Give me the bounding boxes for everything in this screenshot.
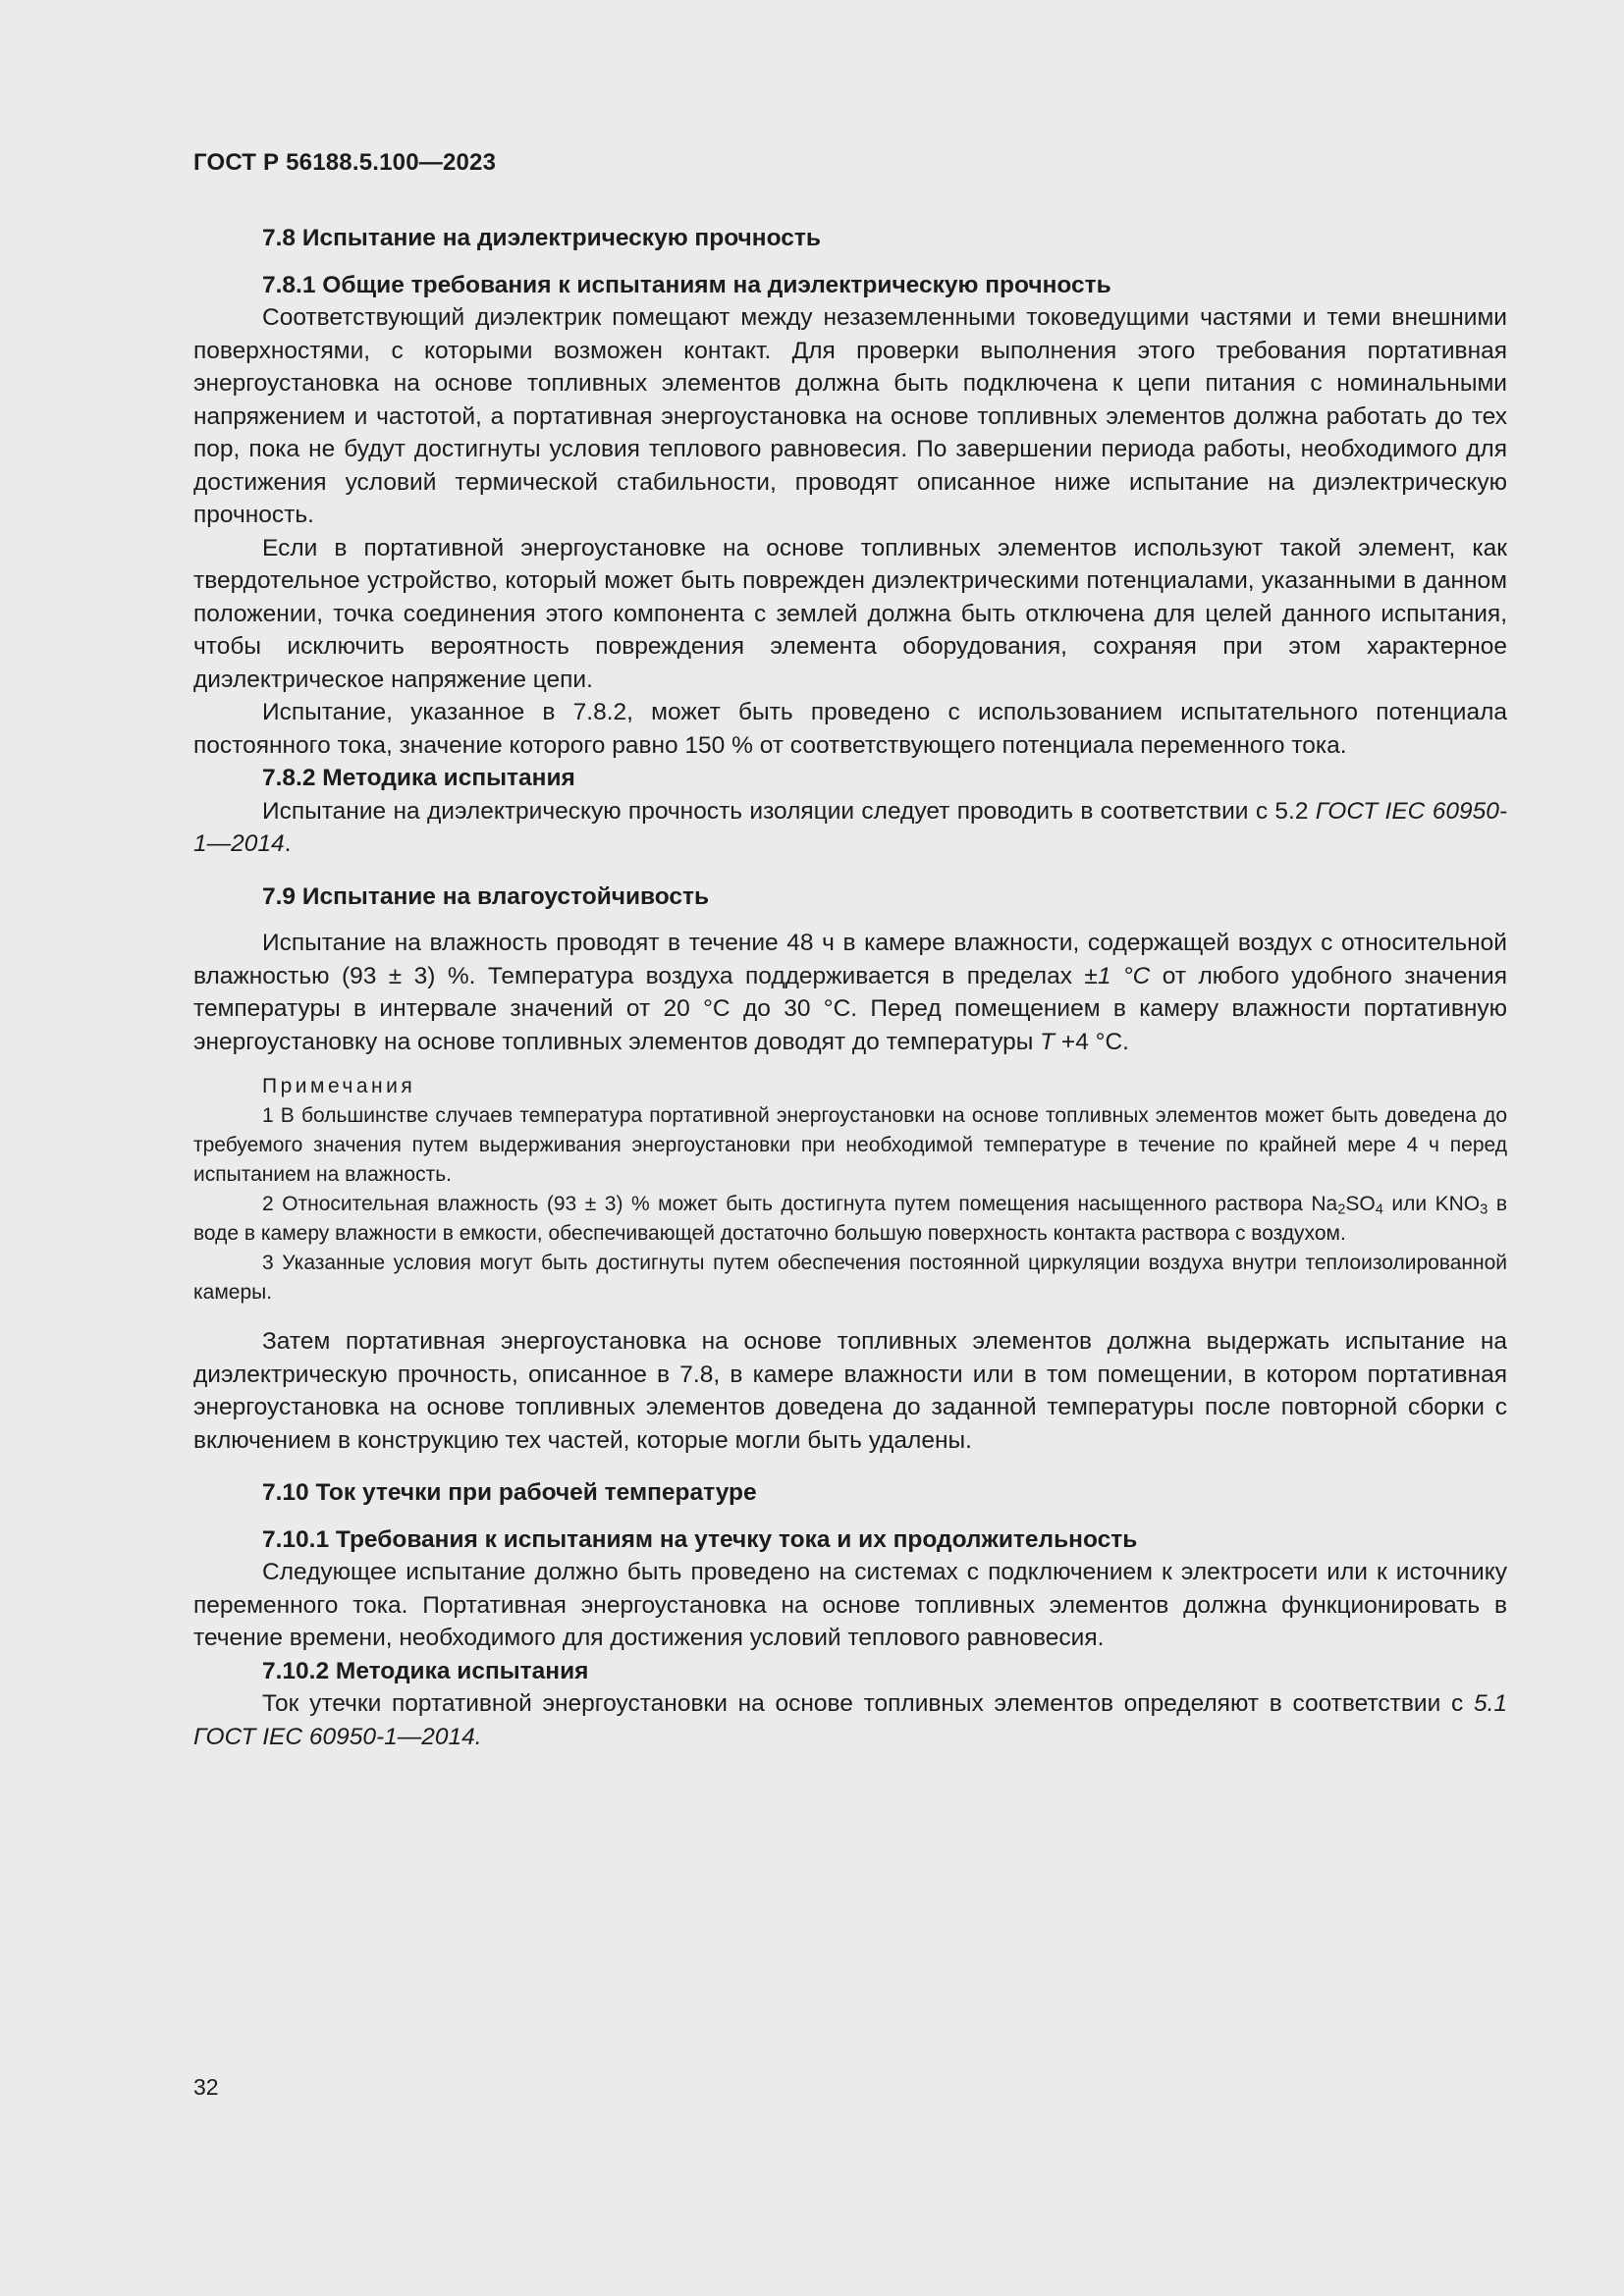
section-7-8-1-title: 7.8.1 Общие требования к испытаниям на диэлектрическую прочность [262, 271, 1111, 298]
text-run: в воде в камеру влажности в емкости, обеспечивающей достаточно большую поверхность контакта раствора с воздухом. [193, 1193, 1508, 1245]
section-7-10-2-title: 7.10.2 Методика испытания [262, 1657, 589, 1684]
text-run: . [284, 830, 292, 857]
text-run: Испытание на диэлектрическую прочность изоляции следует проводить в соответствии с 5.2 [262, 797, 1316, 825]
section-7-8-title: 7.8 Испытание на диэлектрическую прочность [262, 225, 821, 251]
text-run: +4 °C. [1055, 1028, 1129, 1055]
text-run: SO [1345, 1193, 1376, 1215]
note-2 [193, 1190, 1507, 1249]
temperature-tolerance: 1 °C [1097, 962, 1151, 989]
text-run: 2 Относительная влажность (93 ± 3) % может быть достигнута путем помещения насыщенного раствора Na [262, 1193, 1338, 1215]
section-7-10-1-title: 7.10.1 Требования к испытаниям на утечку тока и их продолжительность [262, 1525, 1138, 1553]
paragraph [193, 927, 1507, 1058]
page-number: 32 [193, 2074, 219, 2100]
subscript: 2 [1337, 1201, 1346, 1218]
paragraph: Если в портативной энергоустановке на основе топливных элементов используют такой элемент, как твердотельное устройство, который может быть поврежден диэлектрическими потенциалами, указанными в данном положении, точка соединения этого компонента с землей должна быть отключена для целей данного испытания, чтобы исключить вероятность повреждения элемента оборудования, сохраняя при этом характерное диэлектрическое напряжение цепи. [193, 534, 1507, 693]
subscript: 3 [1480, 1201, 1489, 1218]
subscript: 4 [1375, 1201, 1383, 1218]
document-id-header: ГОСТ Р 56188.5.100—2023 [193, 149, 497, 176]
text-run: Испытание на влажность проводят в течение 48 ч в камере влажности, содержащей воздух с относительной влажностью (93 ± 3) %. Температура воздуха поддерживается в пределах ± [193, 930, 1507, 989]
section-7-9-title: 7.9 Испытание на влагоустойчивость [262, 882, 710, 910]
section-7-10-title: 7.10 Ток утечки при рабочей температуре [262, 1479, 757, 1506]
notes-title: Примечания [262, 1075, 416, 1097]
paragraph: Испытание, указанное в 7.8.2, может быть проведено с использованием испытательного потенциала постоянного тока, значение которого равно 150 % от соответствующего потенциала переменного тока. [193, 699, 1507, 759]
paragraph [193, 795, 1507, 861]
paragraph [193, 1687, 1507, 1753]
standard-reference: 5.1 ГОСТ IEC 60950-1—2014. [193, 1690, 1507, 1750]
document-body [193, 222, 1507, 1753]
paragraph: Следующее испытание должно быть проведено на системах с подключением к электросети или к источнику переменного тока. Портативная энергоустановка на основе топливных элементов должна функционировать в течение времени, необходимого для достижения условий теплового равновесия. [193, 1559, 1507, 1651]
text-run: Ток утечки портативной энергоустановки на основе топливных элементов определяют в соответствии с [262, 1690, 1474, 1717]
paragraph: Затем портативная энергоустановка на основе топливных элементов должна выдержать испытание на диэлектрическую прочность, описанное в 7.8, в камере влажности или в том помещении, в котором портативная энергоустановка на основе топливных элементов доведена до заданной температуры после повторной сборки с включением в конструкцию тех частей, которые могли быть удалены. [193, 1328, 1507, 1454]
standard-reference: ГОСТ IEC 60950-1—2014 [193, 797, 1507, 857]
section-7-8-2-title: 7.8.2 Методика испытания [262, 765, 575, 791]
temperature-symbol: T [1040, 1028, 1056, 1055]
note-1: 1 В большинстве случаев температура портативной энергоустановки на основе топливных элементов может быть доведена до требуемого значения путем выдерживания энергоустановки при необходимой температуре в течение по крайней мере 4 ч перед испытанием на влажность. [193, 1104, 1507, 1186]
paragraph: Соответствующий диэлектрик помещают между незаземленными токоведущими частями и теми внешними поверхностями, с которыми возможен контакт. Для проверки выполнения этого требования портативная энергоустановка на основе топливных элементов должна быть подключена к цепи питания с номинальными напряжением и частотой, а портативная энергоустановка на основе топливных элементов должна работать до тех пор, пока не будут достигнуты условия теплового равновесия. По завершении периода работы, необходимого для достижения условий термической стабильности, проводят описанное ниже испытание на диэлектрическую прочность. [193, 304, 1507, 528]
text-run: или KNO [1382, 1193, 1481, 1215]
note-3: 3 Указанные условия могут быть достигнуты путем обеспечения постоянной циркуляции воздуха внутри теплоизолированной камеры. [193, 1252, 1507, 1304]
text-run: от любого удобного значения температуры в интервале значений от 20 °C до 30 °C. Перед помещением в камеру влажности портативную энергоустановку на основе топливных элементов доводят до температуры [193, 962, 1507, 1055]
